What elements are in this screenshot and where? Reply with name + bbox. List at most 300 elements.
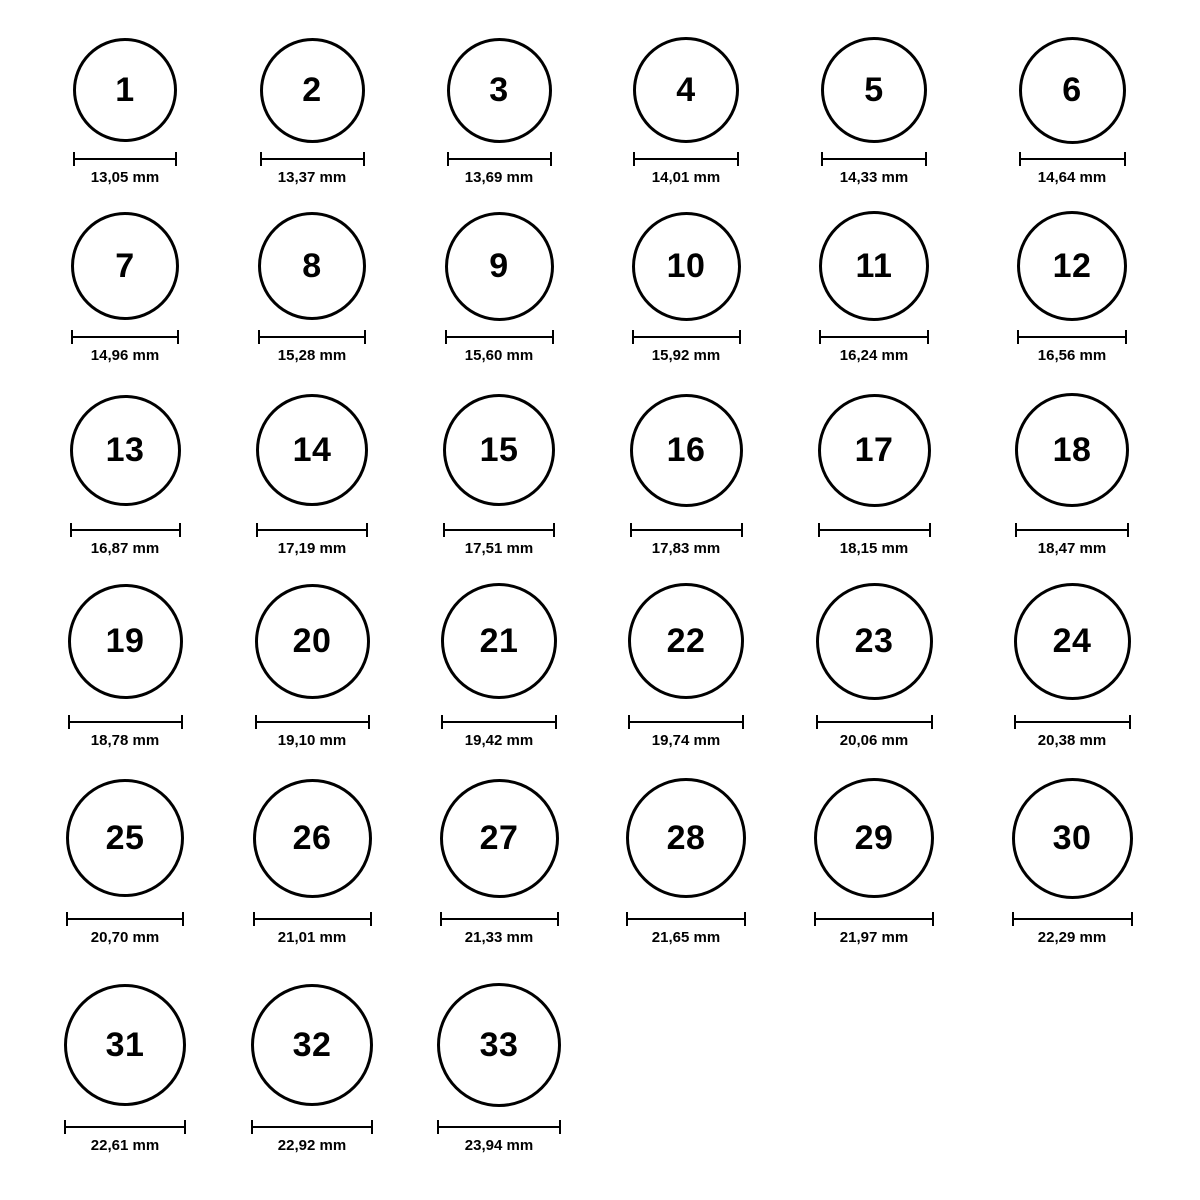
ring-dimension-group (819, 330, 929, 363)
ring-circle-wrap (443, 394, 555, 506)
dimension-line-icon (441, 715, 557, 729)
ring-size-item (1014, 583, 1131, 700)
ring-circle-icon (818, 394, 931, 507)
ring-size-item (71, 212, 179, 320)
dimension-line (814, 918, 934, 920)
dimension-cap-right (364, 330, 366, 344)
dimension-cap-left (816, 715, 818, 729)
dimension-line-icon (814, 912, 934, 926)
ring-size-item (443, 394, 555, 506)
dimension-line-icon (447, 152, 552, 166)
dimension-line-icon (260, 152, 365, 166)
dimension-cap-left (258, 330, 260, 344)
ring-circle-icon (258, 212, 366, 320)
dimension-cap-left (1014, 715, 1016, 729)
dimension-cap-left (1019, 152, 1021, 166)
dimension-cap-left (445, 330, 447, 344)
dimension-cap-left (253, 912, 255, 926)
dimension-cap-left (818, 523, 820, 537)
dimension-line (253, 918, 372, 920)
ring-dimension-group (1012, 912, 1133, 945)
ring-diameter-label: 13,05 mm (90, 169, 160, 186)
ring-diameter-label: 17,83 mm (651, 540, 721, 557)
ring-size-number: 8 (302, 247, 322, 285)
dimension-cap-left (66, 912, 68, 926)
ring-diameter-label: 16,56 mm (1037, 347, 1107, 364)
dimension-cap-right (368, 715, 370, 729)
ring-size-number: 4 (676, 71, 696, 109)
ring-size-item (447, 38, 552, 143)
dimension-cap-left (1017, 330, 1019, 344)
ring-size-item (819, 211, 929, 321)
dimension-line-icon (445, 330, 554, 344)
dimension-line (821, 158, 927, 160)
ring-size-number: 2 (302, 71, 322, 109)
ring-dimension-group (71, 330, 179, 363)
ring-size-number: 12 (1052, 247, 1092, 285)
dimension-cap-right (931, 715, 933, 729)
ring-circle-icon (440, 779, 559, 898)
ring-diameter-label: 16,24 mm (839, 347, 909, 364)
ring-circle-wrap (70, 395, 181, 506)
ring-circle-icon (816, 583, 933, 700)
ring-diameter-label: 16,87 mm (90, 540, 160, 557)
ring-circle-icon (1012, 778, 1133, 899)
dimension-cap-left (256, 523, 258, 537)
ring-size-number: 31 (105, 1026, 145, 1064)
dimension-cap-right (737, 152, 739, 166)
dimension-line-icon (256, 523, 368, 537)
dimension-line (258, 336, 366, 338)
ring-circle-icon (68, 584, 183, 699)
dimension-line (260, 158, 365, 160)
ring-size-item (632, 212, 741, 321)
dimension-line (441, 721, 557, 723)
ring-diameter-label: 14,01 mm (651, 169, 721, 186)
dimension-line-icon (66, 912, 184, 926)
ring-circle-icon (253, 779, 372, 898)
ring-size-number: 19 (105, 622, 145, 660)
dimension-cap-right (929, 523, 931, 537)
ring-size-item (260, 38, 365, 143)
ring-size-item (437, 983, 561, 1107)
ring-dimension-group (253, 912, 372, 945)
dimension-cap-right (744, 912, 746, 926)
ring-circle-wrap (437, 983, 561, 1107)
dimension-cap-right (370, 912, 372, 926)
dimension-cap-left (255, 715, 257, 729)
ring-circle-wrap (440, 779, 559, 898)
ring-circle-wrap (445, 212, 554, 321)
dimension-cap-right (1125, 330, 1127, 344)
dimension-line (1017, 336, 1127, 338)
ring-circle-icon (447, 38, 552, 143)
dimension-cap-left (441, 715, 443, 729)
dimension-line-icon (68, 715, 183, 729)
ring-diameter-label: 18,15 mm (839, 540, 909, 557)
ring-dimension-group (821, 152, 927, 185)
dimension-cap-left (633, 152, 635, 166)
ring-size-number: 5 (864, 71, 884, 109)
ring-circle-icon (1015, 393, 1129, 507)
dimension-cap-right (1124, 152, 1126, 166)
ring-circle-wrap (628, 583, 744, 699)
dimension-line (630, 529, 743, 531)
dimension-cap-left (440, 912, 442, 926)
ring-size-item (445, 212, 554, 321)
ring-circle-wrap (71, 212, 179, 320)
ring-circle-icon (633, 37, 739, 143)
dimension-cap-left (73, 152, 75, 166)
ring-size-number: 11 (855, 247, 893, 285)
ring-circle-wrap (1012, 778, 1133, 899)
dimension-line (64, 1126, 186, 1128)
ring-size-item (1015, 393, 1129, 507)
dimension-cap-right (927, 330, 929, 344)
ring-size-number: 27 (479, 819, 519, 857)
dimension-cap-right (182, 912, 184, 926)
ring-size-number: 14 (292, 431, 332, 469)
ring-circle-wrap (819, 211, 929, 321)
dimension-line-icon (251, 1120, 373, 1134)
ring-circle-icon (814, 778, 934, 898)
ring-dimension-group (64, 1120, 186, 1153)
dimension-line-icon (255, 715, 370, 729)
ring-diameter-label: 23,94 mm (464, 1137, 534, 1154)
ring-circle-wrap (816, 583, 933, 700)
ring-dimension-group (445, 330, 554, 363)
ring-diameter-label: 22,61 mm (90, 1137, 160, 1154)
dimension-line-icon (258, 330, 366, 344)
ring-size-number: 22 (666, 622, 706, 660)
ring-circle-icon (64, 984, 186, 1106)
dimension-line (71, 336, 179, 338)
ring-circle-wrap (626, 778, 746, 898)
ring-size-item (626, 778, 746, 898)
dimension-line (633, 158, 739, 160)
dimension-cap-left (1015, 523, 1017, 537)
ring-size-number: 17 (854, 431, 894, 469)
ring-size-item (64, 984, 186, 1106)
ring-dimension-group (441, 715, 557, 748)
ring-circle-icon (445, 212, 554, 321)
dimension-cap-right (550, 152, 552, 166)
ring-circle-wrap (253, 779, 372, 898)
dimension-line (256, 529, 368, 531)
ring-size-number: 26 (292, 819, 332, 857)
ring-dimension-group (443, 523, 555, 556)
ring-circle-icon (443, 394, 555, 506)
ring-diameter-label: 14,96 mm (90, 347, 160, 364)
ring-size-number: 16 (666, 431, 706, 469)
dimension-cap-right (184, 1120, 186, 1134)
ring-diameter-label: 13,69 mm (464, 169, 534, 186)
dimension-line (816, 721, 933, 723)
dimension-line-icon (1019, 152, 1126, 166)
dimension-line (255, 721, 370, 723)
ring-dimension-group (628, 715, 744, 748)
ring-circle-icon (626, 778, 746, 898)
ring-circle-icon (255, 584, 370, 699)
ring-circle-wrap (64, 984, 186, 1106)
ring-circle-wrap (251, 984, 373, 1106)
dimension-cap-right (371, 1120, 373, 1134)
ring-circle-icon (66, 779, 184, 897)
ring-size-number: 29 (854, 819, 894, 857)
ring-dimension-group (68, 715, 183, 748)
dimension-line-icon (821, 152, 927, 166)
ring-diameter-label: 14,64 mm (1037, 169, 1107, 186)
ring-dimension-group (70, 523, 181, 556)
ring-dimension-group (66, 912, 184, 945)
ring-size-number: 21 (479, 622, 519, 660)
dimension-cap-right (555, 715, 557, 729)
ring-dimension-group (251, 1120, 373, 1153)
dimension-cap-right (1129, 715, 1131, 729)
dimension-line (626, 918, 746, 920)
ring-dimension-group (630, 523, 743, 556)
ring-dimension-group (1019, 152, 1126, 185)
dimension-line-icon (1012, 912, 1133, 926)
dimension-line-icon (1017, 330, 1127, 344)
ring-diameter-label: 18,47 mm (1037, 540, 1107, 557)
dimension-line (1012, 918, 1133, 920)
ring-circle-wrap (73, 38, 177, 142)
ring-circle-icon (71, 212, 179, 320)
ring-dimension-group (632, 330, 741, 363)
ring-size-item (1019, 37, 1126, 144)
dimension-cap-right (742, 715, 744, 729)
ring-diameter-label: 14,33 mm (839, 169, 909, 186)
dimension-line-icon (71, 330, 179, 344)
dimension-cap-left (1012, 912, 1014, 926)
dimension-cap-left (71, 330, 73, 344)
ring-size-number: 10 (666, 247, 706, 285)
dimension-line (443, 529, 555, 531)
dimension-cap-left (630, 523, 632, 537)
ring-size-item (253, 779, 372, 898)
dimension-line (632, 336, 741, 338)
dimension-line-icon (819, 330, 929, 344)
ring-circle-icon (1019, 37, 1126, 144)
ring-diameter-label: 15,28 mm (277, 347, 347, 364)
dimension-line-icon (633, 152, 739, 166)
ring-diameter-label: 19,42 mm (464, 732, 534, 749)
ring-circle-wrap (633, 37, 739, 143)
ring-diameter-label: 20,06 mm (839, 732, 909, 749)
ring-circle-icon (441, 583, 557, 699)
dimension-line (1015, 529, 1129, 531)
ring-size-item (258, 212, 366, 320)
ring-circle-wrap (632, 212, 741, 321)
ring-circle-icon (260, 38, 365, 143)
ring-circle-icon (632, 212, 741, 321)
dimension-line-icon (626, 912, 746, 926)
dimension-line-icon (816, 715, 933, 729)
ring-circle-icon (821, 37, 927, 143)
ring-size-number: 32 (292, 1026, 332, 1064)
dimension-line-icon (70, 523, 181, 537)
dimension-cap-left (447, 152, 449, 166)
ring-size-number: 9 (489, 247, 509, 285)
ring-circle-icon (437, 983, 561, 1107)
ring-diameter-label: 17,19 mm (277, 540, 347, 557)
ring-circle-icon (73, 38, 177, 142)
dimension-cap-right (1127, 523, 1129, 537)
dimension-line-icon (437, 1120, 561, 1134)
ring-circle-wrap (1017, 211, 1127, 321)
dimension-cap-right (363, 152, 365, 166)
ring-size-number: 6 (1062, 71, 1082, 109)
dimension-cap-right (557, 912, 559, 926)
dimension-cap-right (1131, 912, 1133, 926)
ring-circle-wrap (1015, 393, 1129, 507)
ring-diameter-label: 13,37 mm (277, 169, 347, 186)
ring-size-number: 28 (666, 819, 706, 857)
dimension-cap-right (366, 523, 368, 537)
dimension-line (440, 918, 559, 920)
ring-size-item (816, 583, 933, 700)
ring-circle-icon (1017, 211, 1127, 321)
ring-size-item (255, 584, 370, 699)
ring-dimension-group (626, 912, 746, 945)
ring-diameter-label: 21,97 mm (839, 929, 909, 946)
ring-diameter-label: 19,74 mm (651, 732, 721, 749)
dimension-line (437, 1126, 561, 1128)
dimension-line-icon (73, 152, 177, 166)
ring-circle-wrap (260, 38, 365, 143)
ring-size-item (818, 394, 931, 507)
ring-size-item (630, 394, 743, 507)
ring-size-number: 24 (1052, 622, 1092, 660)
dimension-cap-left (819, 330, 821, 344)
ring-circle-wrap (66, 779, 184, 897)
ring-dimension-group (258, 330, 366, 363)
dimension-line (628, 721, 744, 723)
ring-diameter-label: 19,10 mm (277, 732, 347, 749)
ring-diameter-label: 21,33 mm (464, 929, 534, 946)
ring-circle-wrap (255, 584, 370, 699)
dimension-line (66, 918, 184, 920)
ring-size-number: 23 (854, 622, 894, 660)
dimension-cap-left (70, 523, 72, 537)
ring-size-item (628, 583, 744, 699)
ring-size-number: 30 (1052, 819, 1092, 857)
ring-circle-wrap (447, 38, 552, 143)
ring-dimension-group (255, 715, 370, 748)
ring-size-item (251, 984, 373, 1106)
ring-diameter-label: 17,51 mm (464, 540, 534, 557)
dimension-cap-left (626, 912, 628, 926)
dimension-cap-left (632, 330, 634, 344)
ring-diameter-label: 20,38 mm (1037, 732, 1107, 749)
ring-dimension-group (1014, 715, 1131, 748)
ring-circle-icon (819, 211, 929, 321)
ring-dimension-group (1015, 523, 1129, 556)
ring-dimension-group (73, 152, 177, 185)
ring-size-number: 20 (292, 622, 332, 660)
ring-dimension-group (818, 523, 931, 556)
ring-dimension-group (440, 912, 559, 945)
dimension-line-icon (1015, 523, 1129, 537)
dimension-cap-right (181, 715, 183, 729)
dimension-line-icon (628, 715, 744, 729)
dimension-line (445, 336, 554, 338)
ring-diameter-label: 20,70 mm (90, 929, 160, 946)
dimension-line (1019, 158, 1126, 160)
ring-circle-wrap (441, 583, 557, 699)
ring-dimension-group (256, 523, 368, 556)
ring-circle-wrap (1019, 37, 1126, 144)
dimension-line (818, 529, 931, 531)
dimension-cap-left (821, 152, 823, 166)
dimension-line-icon (1014, 715, 1131, 729)
ring-circle-icon (628, 583, 744, 699)
ring-circle-wrap (818, 394, 931, 507)
ring-size-number: 3 (489, 71, 509, 109)
ring-dimension-group (814, 912, 934, 945)
ring-size-item (441, 583, 557, 699)
dimension-cap-left (68, 715, 70, 729)
ring-diameter-label: 22,92 mm (277, 1137, 347, 1154)
ring-dimension-group (816, 715, 933, 748)
ring-size-item (1017, 211, 1127, 321)
ring-size-item (256, 394, 368, 506)
ring-diameter-label: 21,65 mm (651, 929, 721, 946)
dimension-cap-left (64, 1120, 66, 1134)
ring-size-number: 15 (479, 431, 519, 469)
ring-circle-icon (1014, 583, 1131, 700)
ring-size-item (440, 779, 559, 898)
dimension-cap-left (251, 1120, 253, 1134)
dimension-cap-left (260, 152, 262, 166)
dimension-cap-right (175, 152, 177, 166)
ring-circle-wrap (256, 394, 368, 506)
ring-size-item (814, 778, 934, 898)
ring-circle-wrap (1014, 583, 1131, 700)
ring-circle-wrap (68, 584, 183, 699)
dimension-cap-left (628, 715, 630, 729)
dimension-cap-left (437, 1120, 439, 1134)
dimension-cap-right (179, 523, 181, 537)
dimension-line (68, 721, 183, 723)
dimension-cap-right (559, 1120, 561, 1134)
ring-circle-wrap (821, 37, 927, 143)
dimension-cap-left (443, 523, 445, 537)
ring-diameter-label: 21,01 mm (277, 929, 347, 946)
dimension-cap-right (552, 330, 554, 344)
dimension-cap-right (741, 523, 743, 537)
dimension-line (1014, 721, 1131, 723)
ring-size-number: 1 (115, 71, 135, 109)
ring-diameter-label: 15,60 mm (464, 347, 534, 364)
ring-dimension-group (633, 152, 739, 185)
ring-size-number: 18 (1052, 431, 1092, 469)
dimension-line (251, 1126, 373, 1128)
ring-size-item (633, 37, 739, 143)
dimension-cap-left (814, 912, 816, 926)
ring-dimension-group (437, 1120, 561, 1153)
dimension-line-icon (440, 912, 559, 926)
dimension-line-icon (64, 1120, 186, 1134)
ring-circle-wrap (630, 394, 743, 507)
dimension-line (819, 336, 929, 338)
dimension-line-icon (632, 330, 741, 344)
dimension-line (70, 529, 181, 531)
dimension-line-icon (443, 523, 555, 537)
ring-size-item (73, 38, 177, 142)
ring-dimension-group (447, 152, 552, 185)
